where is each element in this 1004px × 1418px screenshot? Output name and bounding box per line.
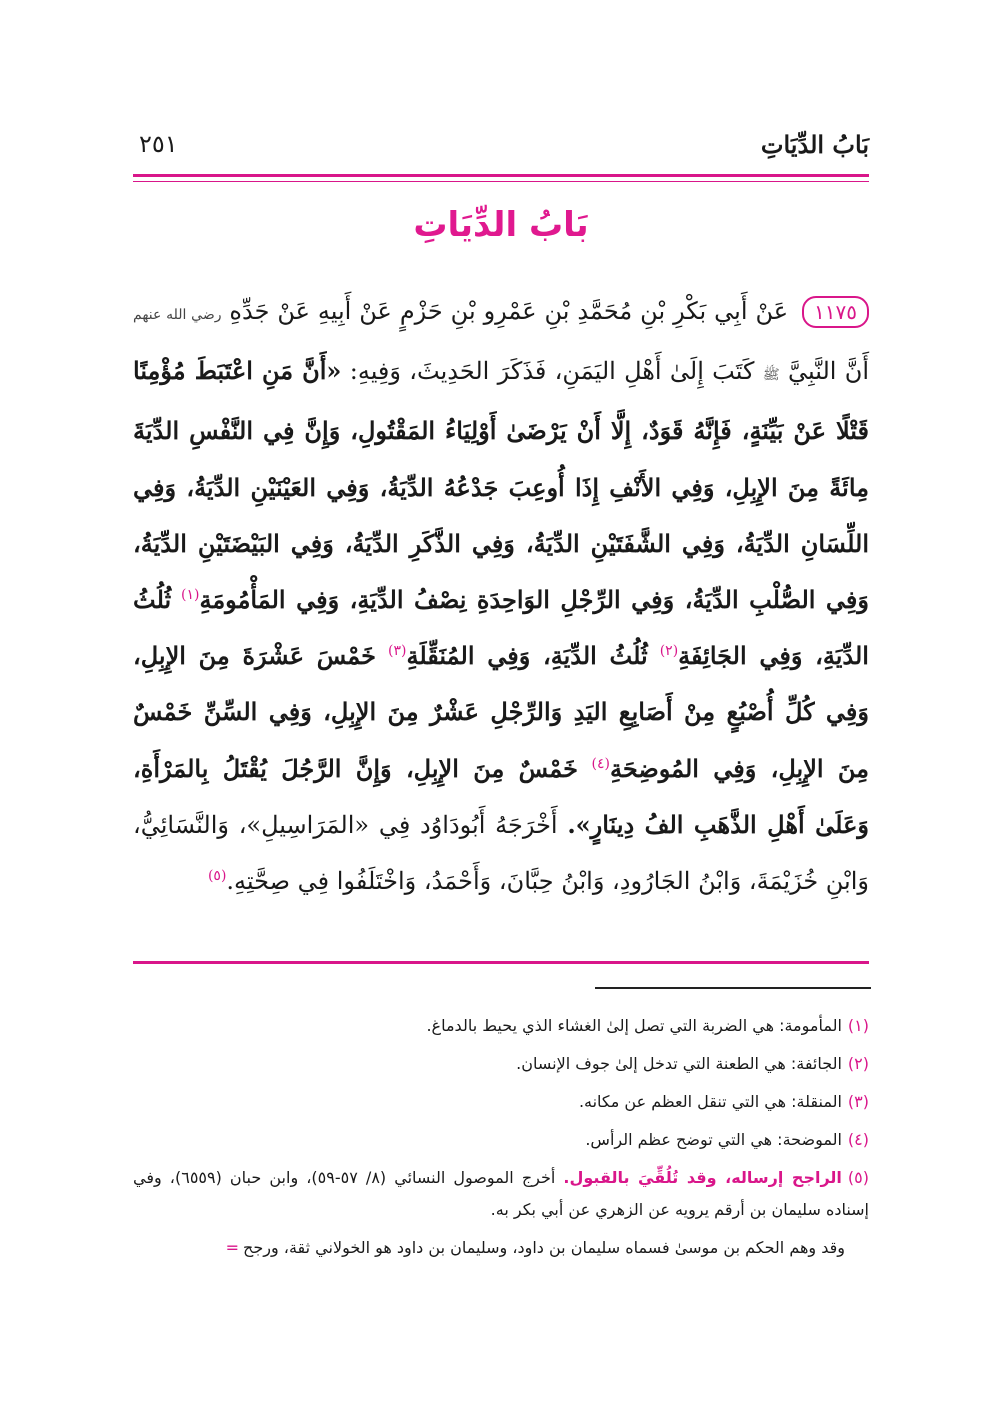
- hadith-quote-5: خَمْسٌ مِنَ الإِبِلِ، وَإِنَّ الرَّجُلَ يُقْتَلُ بِالمَرْأَةِ، وَعَلَىٰ أَهْلِ الذَّهَبِ الفُ دِينَارٍ».: [133, 753, 869, 839]
- footnote-ref-5[interactable]: (٥): [207, 868, 227, 885]
- footnote-number: (٣): [847, 1092, 869, 1111]
- honorific-radi-icon: رضي الله عنهم: [133, 307, 222, 323]
- footnotes: [133, 1010, 869, 1270]
- running-head-title: بَابُ الدِّيَاتِ: [760, 130, 869, 159]
- footnote-number: (٢): [847, 1054, 869, 1073]
- hadith-part-2: كَتَبَ إِلَىٰ أَهْلِ اليَمَنِ، فَذَكَرَ الحَدِيثَ، وَفِيهِ:: [349, 357, 755, 386]
- hadith-part-1: أَنَّ النَّبِيَّ: [787, 357, 870, 386]
- hadith-quote-4: خَمْسَ عَشْرَةَ مِنَ الإِبِلِ، وَفِي كُلِّ أُصْبُعٍ مِنْ أَصَابِعِ اليَدِ وَالرِّجْلِ عَشْرٌ مِنَ الإِبِلِ، وَفِي السِّنِّ خَمْسٌ مِنَ الإِبِلِ، وَفِي المُوضِحَةِ: [133, 641, 869, 783]
- footnote-ref-4[interactable]: (٤): [591, 755, 610, 772]
- honorific-salla-icon: ﷺ: [762, 367, 780, 384]
- footnote-item: [133, 1086, 869, 1118]
- page-number: ٢٥١: [139, 130, 178, 158]
- hadith-quote-1: «أَنَّ مَنِ اعْتَبَطَ مُؤْمِنًا قَتْلًا عَنْ بَيِّنَةٍ، فَإِنَّهُ قَوَدٌ، إِلَّا أَنْ يَرْضَىٰ أَوْلِيَاءُ المَقْتُولِ، وَإِنَّ فِي النَّفْسِ الدِّيَةَ مِائَةً مِنَ الإِبِلِ، وَفِي الأَنْفِ إِذَا أُوعِبَ جَدْعُهُ الدِّيَةُ، وَفِي العَيْنَيْنِ الدِّيَةُ، وَفِي اللِّسَانِ الدِّيَةُ، وَفِي الشَّفَتَيْنِ الدِّيَةُ، وَفِي الذَّكَرِ الدِّيَةُ، وَفِي البَيْضَتَيْنِ الدِّيَةُ، وَفِي الصُّلْبِ الدِّيَةُ، وَفِي الرِّجْلِ الوَاحِدَةِ نِصْفُ الدِّيَةِ، وَفِي المَأْمُومَةِ: [133, 356, 869, 615]
- footnote-text: الجائفة: هي الطعنة التي تدخل إلىٰ جوف الإنسان.: [516, 1054, 842, 1073]
- footnote-ref-3[interactable]: (٣): [388, 643, 407, 660]
- footnote-verdict: الراجح إرساله، وقد تُلُقِّيَ بالقبول.: [563, 1168, 842, 1187]
- footnote-number: (٥): [847, 1168, 870, 1187]
- footnote-number: (١): [847, 1016, 869, 1035]
- hadith-takhrij: أَخْرَجَهُ أَبُودَاوُد فِي «المَرَاسِيلِ»، وَالنَّسَائِيُّ، وَابْنِ خُزَيْمَةَ، وَابْنُ الجَارُودِ، وَابْنُ حِبَّانَ، وَأَحْمَدُ، وَاخْتَلَفُوا فِي صِحَّتِهِ.: [133, 810, 869, 896]
- footnote-number: (٤): [847, 1130, 869, 1149]
- footnote-item: [133, 1048, 869, 1080]
- hadith-quote-3: ثُلُثُ الدِّيَةِ، وَفِي المُنَقِّلَةِ: [406, 641, 648, 671]
- footnote-continuation-text: وقد وهم الحكم بن موسىٰ فسماه سليمان بن داود، وسليمان بن داود هو الخولاني ثقة، ورجح: [243, 1238, 845, 1257]
- continuation-marker: =: [225, 1238, 240, 1257]
- footnote-separator: [595, 987, 871, 989]
- footnote-text: الموضحة: هي التي توضح عظم الرأس.: [585, 1130, 842, 1149]
- footnote-item: [133, 1010, 869, 1042]
- footnote-text: أخرج الموصول النسائي (٨/ ٥٧-٥٩)، وابن حبان (٦٥٥٩)، وفي إسناده سليمان بن أرقم يرويه عن الزهري عن أبي بكر به.: [133, 1168, 869, 1219]
- footnote-text: المنقلة: هي التي تنقل العظم عن مكانه.: [578, 1092, 842, 1111]
- header-rule-thin: [133, 181, 869, 182]
- body-end-rule: [133, 961, 869, 964]
- footnote-text: المأمومة: هي الضربة التي تصل إلىٰ الغشاء الذي يحيط بالدماغ.: [426, 1016, 842, 1035]
- footnote-ref-1[interactable]: (١): [180, 587, 200, 604]
- hadith-isnad: عَنْ أَبِي بَكْرِ بْنِ مُحَمَّدِ بْنِ عَمْرِو بْنِ حَزْمٍ عَنْ أَبِيهِ عَنْ جَدِّهِ: [229, 297, 789, 325]
- hadith-quote-2: ثُلُثُ الدِّيَةِ، وَفِي الجَائِفَةِ: [133, 585, 869, 671]
- footnote-continuation: [133, 1232, 845, 1264]
- footnote-item: [133, 1124, 869, 1156]
- hadith-text: [133, 283, 869, 909]
- chapter-title: بَابُ الدِّيَاتِ: [413, 205, 589, 245]
- running-head: [133, 130, 869, 170]
- footnote-ref-2[interactable]: (٢): [659, 643, 679, 660]
- footnote-item: [133, 1162, 869, 1226]
- hadith-number-badge: ١١٧٥: [802, 296, 869, 328]
- header-rule-thick: [133, 174, 869, 177]
